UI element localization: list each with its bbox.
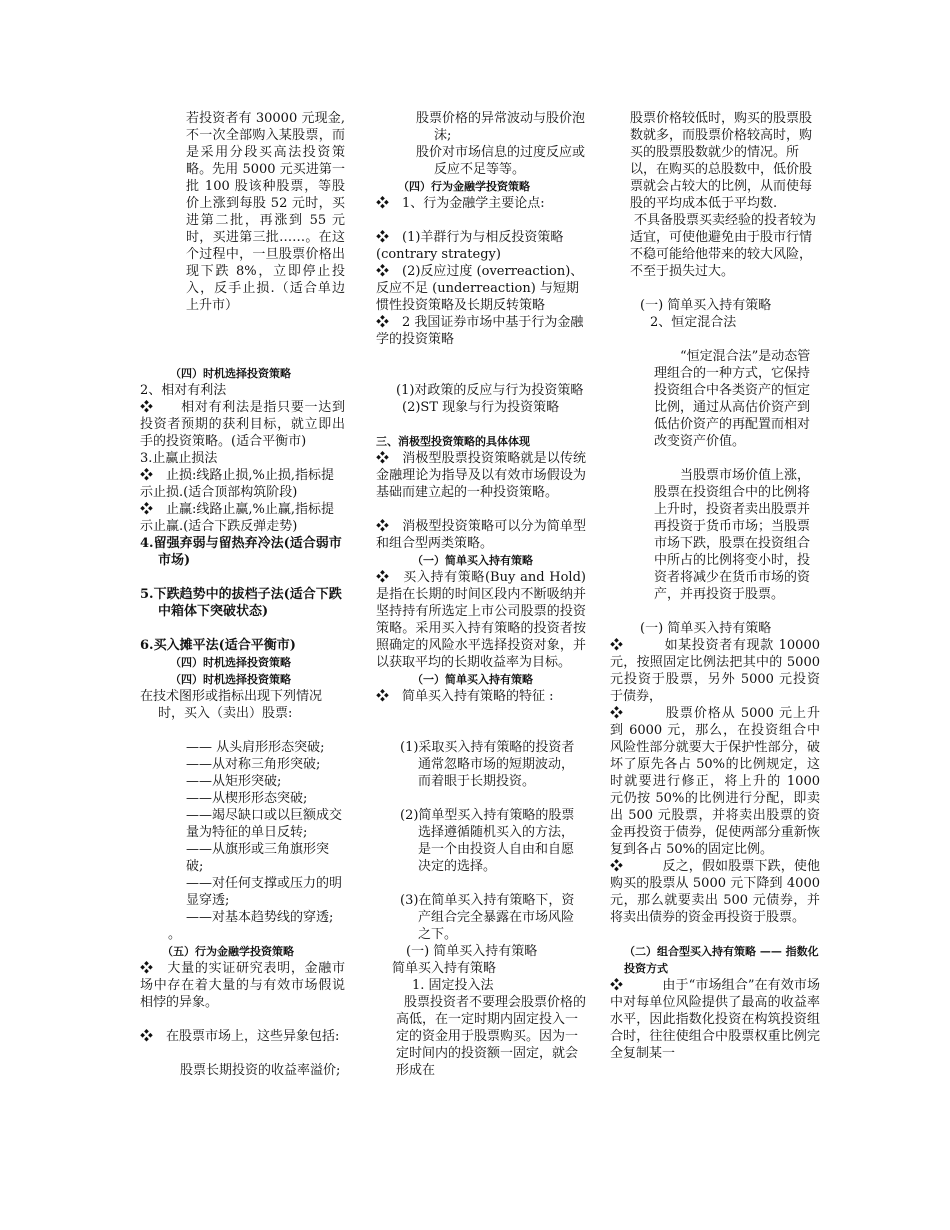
paragraph-point-1: ❖ 1、行为金融学主要论点:	[376, 196, 545, 211]
paragraph-relative: ❖ 相对有利法是指只要一达到投资者预期的获利目标，就立即出手的投资策略。(适合平衡市)	[140, 400, 345, 449]
section-heading-simple-2: (一) 简单买入持有策略	[640, 621, 772, 636]
section-heading-timing: （四）时机选择投资策略	[170, 367, 291, 380]
column-middle	[376, 110, 586, 1079]
paragraph-anomaly-5: 股价对市场信息的过度反应或反应不足等等。	[416, 145, 586, 177]
paragraph-point-2: ❖ 2 我国证券市场中基于行为金融学的投资策略	[376, 315, 584, 347]
column-right	[610, 110, 820, 1062]
paragraph-anomaly-2: ❖ 在股票市场上，这些异象包括:	[140, 1029, 340, 1044]
subheading-fixed: 1. 固定投入法	[412, 978, 494, 993]
paragraph-constant-def: “恒定混合法”是动态管理组合的一种方式，它保持投资组合中各类资产的恒定比例，通过从高估价资产到低估价资产的再配置而相对改变资产价值。	[654, 349, 811, 449]
item-4: 4.留强弃弱与留热弃冷法(适合弱市市场)	[140, 536, 342, 568]
paragraph-example-1: ❖ 如某投资者有现款 10000 元，按照固定比例法把其中的 5000 元投资于股票，另外 5000 元投资于债券，	[610, 638, 820, 704]
paragraph-stoploss-2: ❖ 止赢:线路止赢,%止赢,指标提示止赢.(适合下跌反弹走势)	[140, 502, 334, 534]
feature-item-3: (3)在简单买入持有策略下，资产组合完全暴露在市场风险之下。	[400, 893, 575, 942]
section-heading-combo: （二）组合型买入持有策略 —— 指数化投资方式	[624, 945, 819, 975]
paragraph-buy-hold: ❖ 买入持有策略(Buy and Hold)是指在长期的时间区段内不断吸纳并坚持持有所选定上市公司股票的投资策略。采用买入持有策略的投资者按照确定的风险水平选择投资对象，并以获取平均的长期收益率为目标。	[376, 570, 586, 670]
pattern-list	[140, 739, 345, 926]
paragraph-passive-1: ❖ 消极型股票投资策略就是以传统金融理论为指导及以有效市场假设为基础而建立起的一种投资策略。	[376, 451, 586, 500]
pattern-item: ——从对称三角形突破;	[186, 757, 321, 772]
section-heading-passive: 三、消极型投资策略的具体体现	[376, 435, 530, 448]
section-heading-simple-3: (一) 简单买入持有策略	[406, 944, 538, 959]
subheading-simple: 简单买入持有策略	[392, 961, 497, 976]
paragraph-index: ❖ 由于“市场组合”在有效市场中对每单位风险提供了最高的收益率水平，因此指数化投资在构筑投资组合时，往往使组合中股票权重比例完全复制某一	[610, 978, 820, 1061]
paragraph-anomaly-1: ❖ 大量的实证研究表明，金融市场中存在着大量的与有效市场假说相悖的异象。	[140, 961, 345, 1010]
subheading-relative: 2、相对有利法	[140, 383, 227, 398]
paragraph-technical: 在技术图形或指标出现下列情况时，买入（卖出）股票:	[140, 689, 323, 721]
period-mark: 。	[168, 927, 182, 942]
paragraph-fixed-note: 不具备股票买卖经验的投者较为适宜，可使他避免由于股市行情不稳可能给他带来的较大风险，不至于损失过大。	[630, 213, 817, 279]
pattern-item: ——对基本趋势线的穿透;	[186, 910, 334, 925]
paragraph-policy: (1)对政策的反应与行为投资策略	[396, 383, 584, 398]
feature-item-1: (1)采取买入持有策略的投资者通常忽略市场的短期波动，而着眼于长期投资。	[400, 740, 575, 789]
paragraph-fixed: 股票投资者不要理会股票价格的高低，在一定时期内固定投入一定的资金用于股票购买。因为一定时间内的投资额一固定，就会形成在	[396, 995, 587, 1078]
item-6: 6.买入摊平法(适合平衡市)	[140, 638, 296, 653]
paragraph-fixed-cont: 股票价格较低时，购买的股票股数就多，而股票价格较高时，购买的股票股数就少的情况。所以，在购买的总股数中，低价股票就会占较大的比例，从而使每股的平均成本低于平均数.	[630, 111, 813, 211]
feature-item-2: (2)简单型买入持有策略的股票选择遵循随机买入的方法，是一个由投资人自由和自愿决定的选择。	[400, 808, 575, 874]
paragraph-anomaly-3: 股票长期投资的收益率溢价;	[180, 1063, 341, 1078]
subheading-constant: 2、恒定混合法	[650, 315, 737, 330]
section-heading-timing-2: （四）时机选择投资策略	[170, 656, 291, 669]
paragraph-stoploss-1: ❖ 止损:线路止损,%止损,指标提示止损.(适合顶部构筑阶段)	[140, 468, 334, 500]
section-heading-simple: (一) 简单买入持有策略	[640, 298, 772, 313]
paragraph-intro: 若投资者有 30000 元现金, 不一次全部购入某股票，而是采用分段买高法投资策略。先用 5000 元买进第一批 100 股该种股票，等股价上涨到每股 52 元时，买进第二批，再涨到 55 元时，买进第三批……。在这个过程中，一旦股票价格出现下跌 8%，立即停止投入，反手止损.（适合单边上升市）	[186, 111, 345, 313]
paragraph-features: ❖ 简单买入持有策略的特征 :	[376, 689, 554, 704]
paragraph-st: (2)ST 现象与行为投资策略	[402, 400, 560, 415]
pattern-item: ——从旗形或三角旗形突破;	[186, 842, 330, 874]
pattern-item: ——从矩形突破;	[186, 774, 282, 789]
paragraph-passive-2: ❖ 消极型投资策略可以分为简单型和组合型两类策略。	[376, 519, 586, 551]
column-left	[140, 110, 345, 1079]
section-heading-behavior: （四）行为金融学投资策略	[398, 180, 530, 193]
pattern-item: ——对任何支撑或压力的明显穿透;	[186, 876, 343, 908]
section-heading-timing-3: （四）时机选择投资策略	[170, 673, 291, 686]
paragraph-example-2: ❖ 股票价格从 5000 元上升到 6000 元，那么，在投资组合中风险性部分就要大于保护性部分，破坏了原先各占 50%的比例规定，这时就要进行修正，将上升的 1000 元仍按 50%的比例进行分配，即卖出 500 元股票，并将卖出股票的资金再投资于债券，促使两部分重新恢复到各占 50%的固定比例。	[610, 706, 820, 857]
item-5: 5.下跌趋势中的拔档子法(适合下跌中箱体下突破状态)	[140, 587, 342, 619]
paragraph-contrary: ❖ (1)羊群行为与相反投资策略 (contrary strategy)	[376, 230, 564, 262]
paragraph-anomaly-4: 股票价格的异常波动与股价泡沫;	[416, 111, 586, 143]
section-heading-simple-2: （一）简单买入持有策略	[412, 673, 533, 686]
section-heading-simple: （一）简单买入持有策略	[412, 554, 533, 567]
paragraph-constant-up: 当股票市场价值上涨，股票在投资组合中的比例将上升时，投资者卖出股票并再投资于货币市场；当股票市场下跌，股票在投资组合中所占的比例将变小时，投资者将减少在货币市场的资产，并再投资于股票。	[654, 468, 811, 602]
section-heading-behavior: （五）行为金融学投资策略	[162, 945, 294, 958]
subheading-stoploss: 3.止赢止损法	[140, 451, 218, 466]
paragraph-overreaction: ❖ (2)反应过度 (overreaction)、反应不足 (underreaction) 与短期惯性投资策略及长期反转策略	[376, 264, 584, 313]
pattern-item: —— 从头肩形形态突破;	[186, 740, 325, 755]
pattern-item: ——竭尽缺口或以巨额成交量为特征的单日反转;	[186, 808, 343, 840]
paragraph-example-3: ❖ 反之，假如股票下跌，使他购买的股票从 5000 元下降到 4000 元，那么就要卖出 500 元债券，并将卖出债券的资金再投资于股票。	[610, 859, 820, 925]
pattern-item: ——从楔形形态突破;	[186, 791, 308, 806]
